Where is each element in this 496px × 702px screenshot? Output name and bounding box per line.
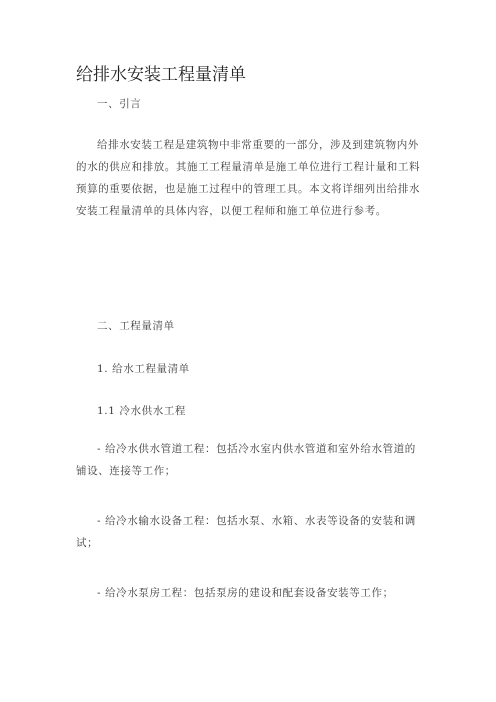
section-heading-introduction: 一、引言 bbox=[97, 98, 142, 110]
intro-paragraph: 给排水安装工程是建筑物中非常重要的一部分，涉及到建筑物内外的水的供应和排放。其施工工程量清单是施工单位进行工程计量和工料预算的重要依据，也是施工过程中的管理工具。本文将详细列出给排水安装工程量清单的具体内容，以便工程师和施工单位进行参考。 bbox=[76, 139, 421, 217]
list-item-pipeline: - 给冷水供水管道工程：包括冷水室内供水管道和室外给水管道的铺设、连接等工作； bbox=[76, 443, 416, 477]
list-item-equipment: - 给冷水输水设备工程：包括水泵、水箱、水表等设备的安装和调试； bbox=[76, 515, 416, 549]
list-item-pump-room: - 给冷水泵房工程：包括泵房的建设和配套设备安装等工作； bbox=[97, 587, 394, 599]
subsection-heading-water-supply: 1. 给水工程量清单 bbox=[97, 363, 190, 375]
subsection-heading-cold-water: 1.1 冷水供水工程 bbox=[97, 405, 187, 417]
document-title: 给排水安装工程量清单 bbox=[76, 65, 246, 85]
section-heading-quantity-list: 二、工程量清单 bbox=[97, 320, 175, 332]
